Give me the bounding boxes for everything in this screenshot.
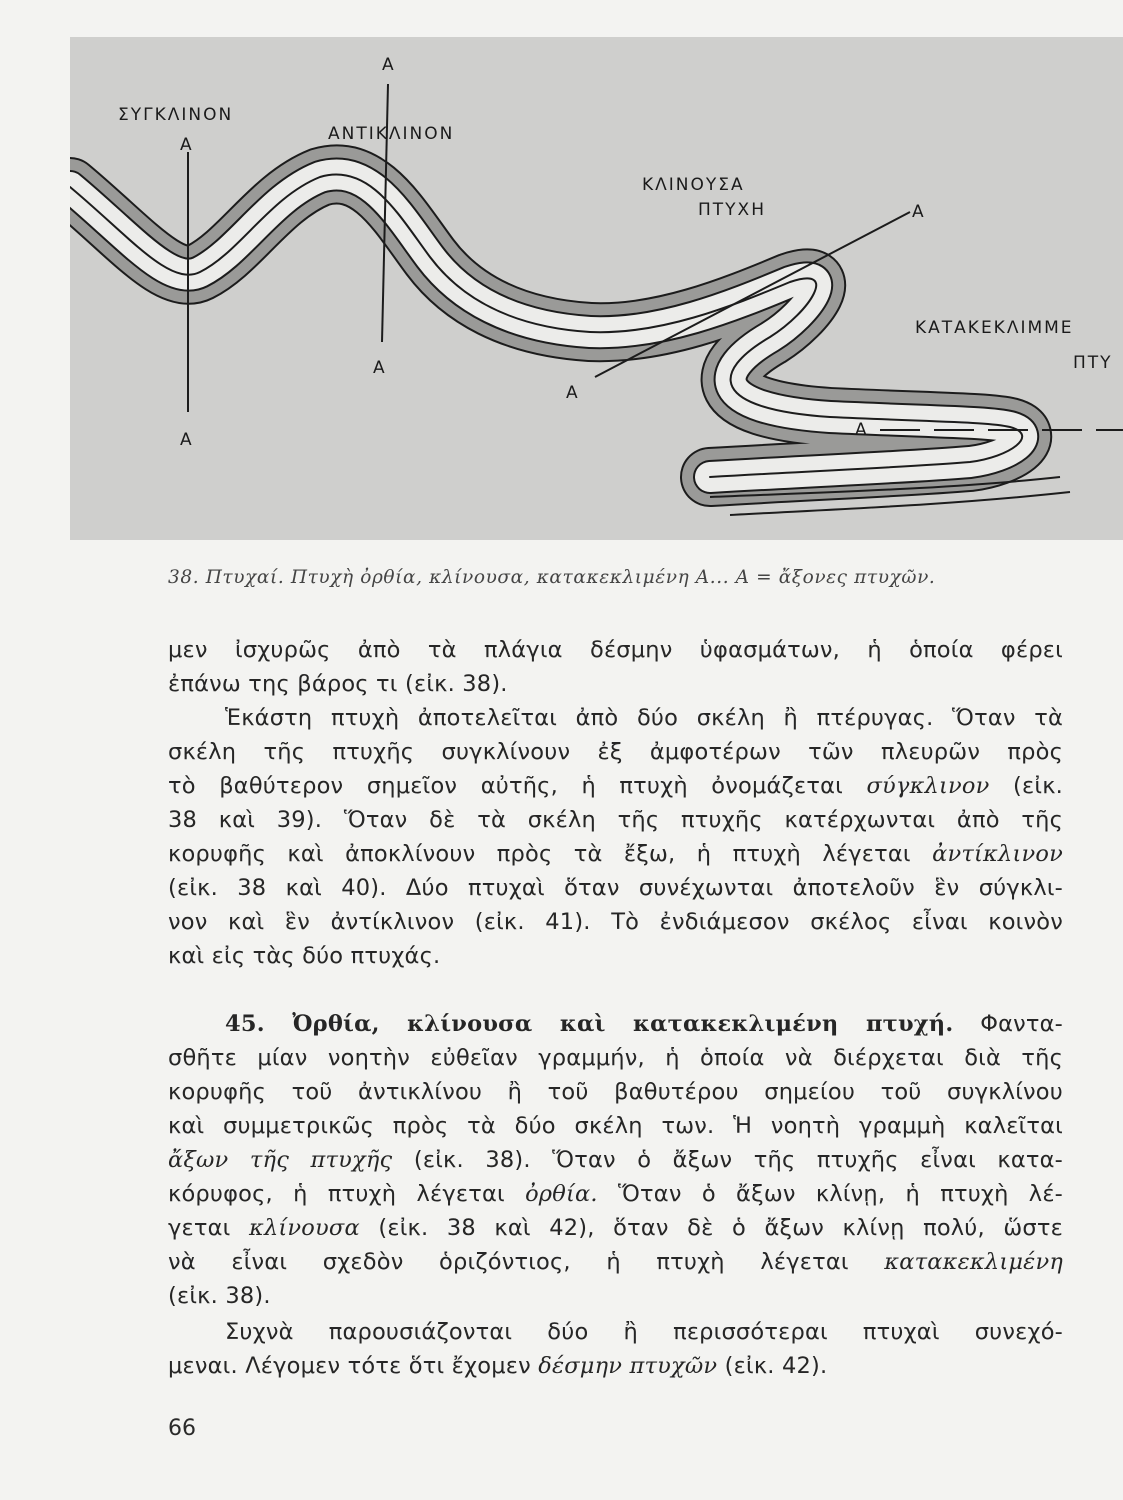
- label-axis-a1: Α: [180, 135, 194, 155]
- label-axis-a6: Α: [566, 383, 580, 403]
- paragraph2-line: (εἰκ. 38 καὶ 40). Δύο πτυχαὶ ὅταν συνέχωνται ἀποτελοῦν ἓν σύγκλι-: [168, 875, 1063, 901]
- paragraph2-line: 38 καὶ 39). Ὅταν δὲ τὰ σκέλη τῆς πτυχῆς κατέρχωνται ἀπὸ τῆς: [168, 807, 1063, 833]
- label-axis-a5: Α: [912, 202, 926, 222]
- text-run: (εἰκ. 38 καὶ 42), ὅταν δὲ ὁ ἄξων κλίνῃ πολύ, ὥστε: [378, 1215, 1063, 1241]
- text-run: Ὅταν ὁ ἄξων κλίνῃ, ἡ πτυχὴ λέ-: [618, 1181, 1064, 1207]
- text-run: τὸ βαθύτερον σημεῖον αὐτῆς, ἡ πτυχὴ ὀνομάζεται: [168, 773, 843, 799]
- page-number: 66: [168, 1416, 196, 1441]
- text-run: μεναι. Λέγομεν τότε ὅτι ἔχομεν: [168, 1353, 531, 1379]
- text-run: (εἰκ.: [1013, 773, 1064, 799]
- paragraph2-line: σκέλη τῆς πτυχῆς συγκλίνουν ἐξ ἀμφοτέρων τῶν πλευρῶν πρὸς: [168, 739, 1063, 765]
- section45-line: [168, 1246, 1063, 1278]
- label-recumbent-1: ΚΑΤΑΚΕΚΛΙΜΜΕ: [915, 318, 1074, 338]
- section45-line: [168, 1178, 1063, 1210]
- paragraph2-line: νον καὶ ἓν ἀντίκλινον (εἰκ. 41). Τὸ ἐνδιάμεσον σκέλος εἶναι κοινὸν: [168, 909, 1063, 935]
- figure-caption: 38. Πτυχαί. Πτυχὴ ὀρθία, κλίνουσα, κατακεκλιμένη Α... Α = ἄξονες πτυχῶν.: [168, 567, 936, 588]
- section45-line: κορυφῆς τοῦ ἀντικλίνου ἢ τοῦ βαθυτέρου σημείου τοῦ συγκλίνου: [168, 1079, 1063, 1105]
- section45-line: [168, 1212, 1063, 1244]
- fold-diagram: [70, 37, 1123, 540]
- label-axis-a4: Α: [373, 358, 387, 378]
- text-run: (εἰκ. 42).: [724, 1353, 828, 1379]
- label-synclinal: ΣΥΓΚΛΙΝΟΝ: [118, 105, 234, 125]
- paragraph2-line: [168, 770, 1063, 802]
- figure-38-folds: [70, 37, 1123, 540]
- section45-line: [168, 1144, 1063, 1176]
- paragraph2-line: [168, 838, 1063, 870]
- label-inclined-1: ΚΛΙΝΟΥΣΑ: [642, 175, 745, 195]
- text-run: Φαντα-: [980, 1011, 1063, 1037]
- label-anticlinal: ΑΝΤΙΚΛΙΝΟΝ: [328, 124, 455, 144]
- label-axis-a7: Α: [855, 420, 869, 440]
- section-heading: 45. Ὀρθία, κλίνουσα καὶ κατακεκλιμένη πτυχή.: [225, 1011, 954, 1037]
- term-inclined: κλίνουσα: [248, 1215, 360, 1241]
- term-anticlinal: ἀντίκλινον: [932, 841, 1063, 867]
- text-run: γεται: [168, 1215, 231, 1241]
- rock-layers: [70, 174, 1022, 477]
- term-upright: ὀρθία.: [525, 1181, 598, 1207]
- paragraph4-line: [168, 1350, 1063, 1382]
- label-inclined-2: ΠΤΥΧΗ: [698, 200, 766, 220]
- term-fold-bundle: δέσμην πτυχῶν: [538, 1353, 718, 1379]
- section45-line: [225, 1008, 1063, 1040]
- section45-line: (εἰκ. 38).: [168, 1283, 271, 1309]
- paragraph2-line: Ἑκάστη πτυχὴ ἀποτελεῖται ἀπὸ δύο σκέλη ἢ πτέρυγας. Ὅταν τὰ: [225, 705, 1063, 731]
- label-axis-a2: Α: [180, 430, 194, 450]
- term-fold-axis: ἄξων τῆς πτυχῆς: [168, 1147, 393, 1173]
- paragraph1-line: ἐπάνω της βάρος τι (εἰκ. 38).: [168, 671, 508, 697]
- text-run: κορυφῆς καὶ ἀποκλίνουν πρὸς τὰ ἔξω, ἡ πτυχὴ λέγεται: [168, 841, 911, 867]
- label-recumbent-2: ΠΤΥ: [1073, 353, 1113, 373]
- text-run: (εἰκ. 38). Ὅταν ὁ ἄξων τῆς πτυχῆς εἶναι κατα-: [413, 1147, 1063, 1173]
- section45-line: καὶ συμμετρικῶς πρὸς τὰ δύο σκέλη των. Ἡ νοητὴ γραμμὴ καλεῖται: [168, 1113, 1063, 1139]
- paragraph4-line: Συχνὰ παρουσιάζονται δύο ἢ περισσότεραι πτυχαὶ συνεχό-: [225, 1319, 1063, 1345]
- text-run: κόρυφος, ἡ πτυχὴ λέγεται: [168, 1181, 505, 1207]
- paragraph2-line: καὶ εἰς τὰς δύο πτυχάς.: [168, 943, 441, 969]
- paragraph1-line: μεν ἰσχυρῶς ἀπὸ τὰ πλάγια δέσμην ὑφασμάτων, ἡ ὁποία φέρει: [168, 637, 1063, 663]
- term-synclinal: σύγκλινον: [866, 773, 990, 799]
- section45-line: σθῆτε μίαν νοητὴν εὐθεῖαν γραμμήν, ἡ ὁποία νὰ διέρχεται διὰ τῆς: [168, 1045, 1063, 1071]
- label-axis-a3: Α: [382, 55, 396, 75]
- text-run: νὰ εἶναι σχεδὸν ὁριζόντιος, ἡ πτυχὴ λέγεται: [168, 1249, 849, 1275]
- term-recumbent: κατακεκλιμένη: [884, 1249, 1064, 1275]
